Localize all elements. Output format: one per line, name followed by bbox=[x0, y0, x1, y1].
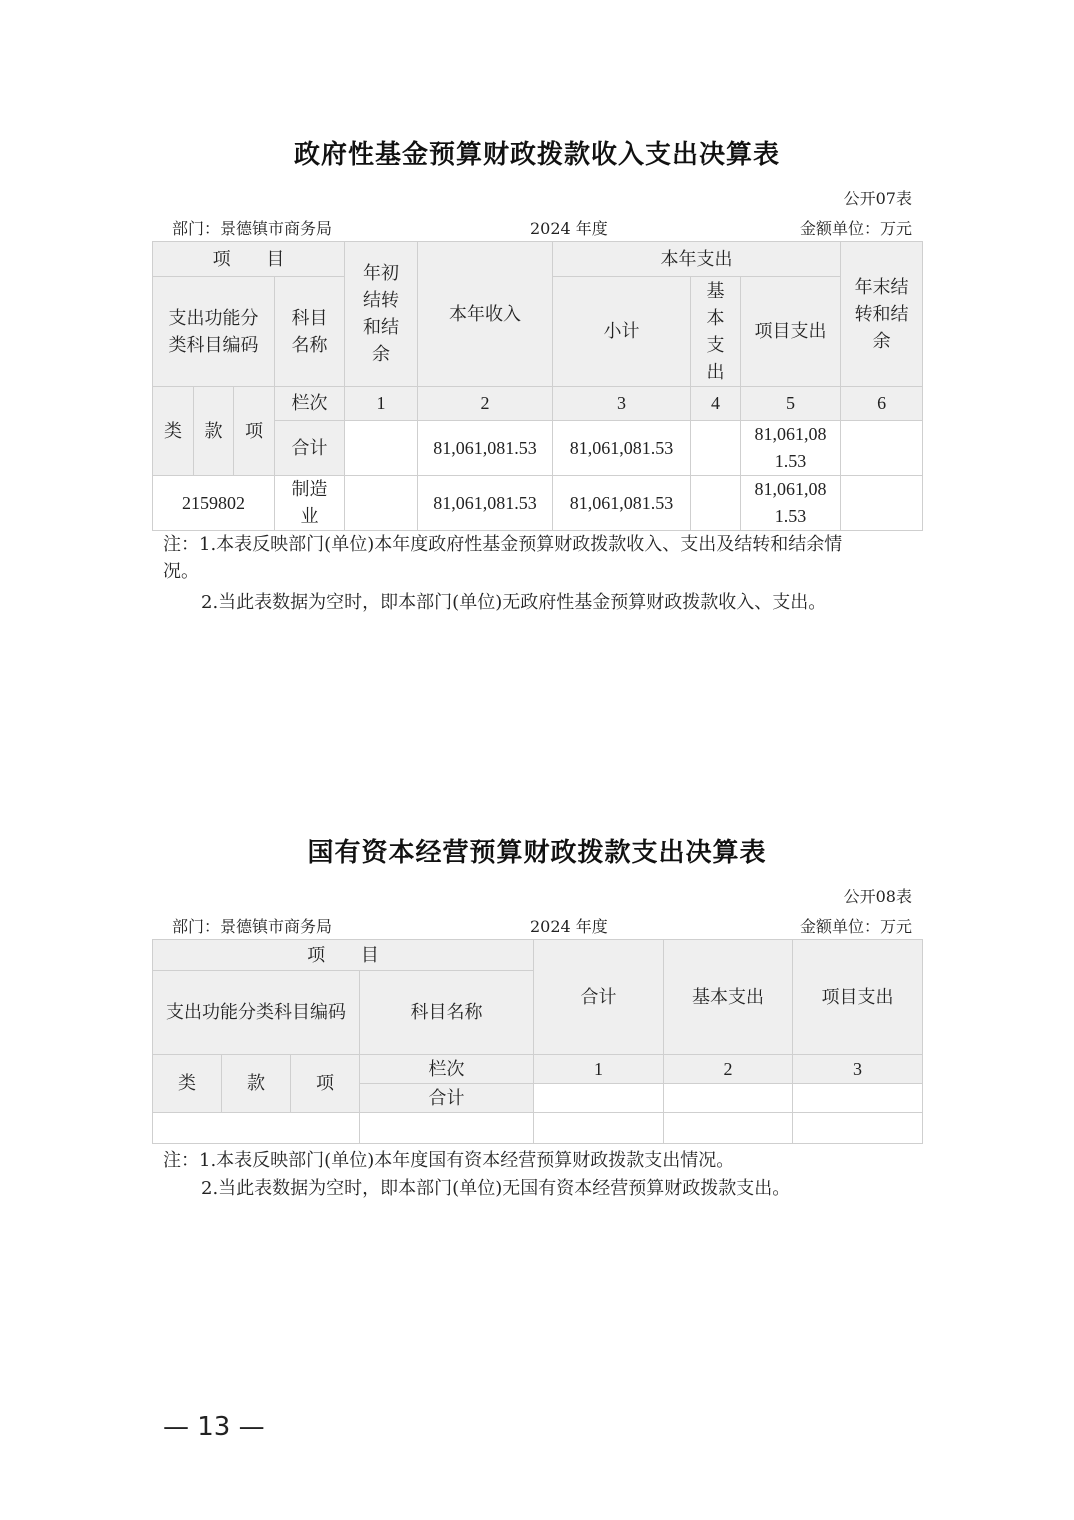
table2-meta bbox=[172, 914, 912, 936]
row-begin-balance bbox=[345, 476, 418, 531]
row-basic bbox=[664, 1113, 793, 1144]
column-number: 2 bbox=[418, 387, 553, 421]
table2-note-2: 2.当此表数据为空时，即本部门(单位)无国有资本经营预算财政拨款支出。 bbox=[201, 1178, 791, 1199]
row-code: 2159802 bbox=[153, 476, 275, 531]
year-label: 2024 年度 bbox=[530, 219, 608, 238]
row-subtotal: 81,061,081.53 bbox=[553, 476, 691, 531]
year-label: 2024 年度 bbox=[530, 917, 608, 936]
header-xiang: 项 bbox=[234, 387, 275, 476]
table1-title: 政府性基金预算财政拨款收入支出决算表 bbox=[293, 140, 780, 170]
table-row bbox=[153, 1113, 923, 1144]
total-label: 合计 bbox=[360, 1084, 534, 1113]
header-item: 项 目 bbox=[153, 242, 345, 277]
header-end-balance: 年末结转和结余 bbox=[841, 242, 923, 387]
header-lei: 类 bbox=[153, 1055, 222, 1113]
header-income: 本年收入 bbox=[418, 242, 553, 387]
note-line: 注：1.本表反映部门(单位)本年度政府性基金预算财政拨款收入、支出及结转和结余情 bbox=[163, 534, 843, 555]
header-subtotal: 小计 bbox=[553, 277, 691, 387]
row-basic bbox=[691, 476, 741, 531]
table2-code: 公开08表 bbox=[843, 887, 912, 906]
header-expense: 本年支出 bbox=[553, 242, 841, 277]
header-item: 项 目 bbox=[153, 940, 534, 971]
column-number: 5 bbox=[741, 387, 841, 421]
header-column-no: 栏次 bbox=[360, 1055, 534, 1084]
row-project: 81,061,081.53 bbox=[741, 476, 841, 531]
header-column-no: 栏次 bbox=[275, 387, 345, 421]
row-code bbox=[153, 1113, 360, 1144]
row-total bbox=[534, 1113, 664, 1144]
total-basic bbox=[664, 1084, 793, 1113]
table2-grid bbox=[152, 939, 923, 1144]
header-lei: 类 bbox=[153, 387, 194, 476]
column-number: 3 bbox=[793, 1055, 923, 1084]
column-number: 2 bbox=[664, 1055, 793, 1084]
header-begin-balance: 年初结转和结余 bbox=[345, 242, 418, 387]
department-label: 部门：景德镇市商务局 bbox=[172, 219, 333, 238]
header-basic: 基本支出 bbox=[664, 940, 793, 1055]
header-subject-name: 科目名称 bbox=[360, 971, 534, 1055]
total-basic bbox=[691, 421, 741, 476]
table1-code: 公开07表 bbox=[843, 189, 912, 208]
header-total: 合计 bbox=[534, 940, 664, 1055]
column-number: 4 bbox=[691, 387, 741, 421]
total-value bbox=[534, 1084, 664, 1113]
header-func-code: 支出功能分类科目编码 bbox=[153, 971, 360, 1055]
unit-label: 金额单位：万元 bbox=[799, 219, 912, 238]
row-name: 制造业 bbox=[275, 476, 345, 531]
table1-note-1 bbox=[163, 531, 923, 585]
unit-label: 金额单位：万元 bbox=[799, 917, 912, 936]
table2-title: 国有资本经营预算财政拨款支出决算表 bbox=[307, 838, 767, 868]
note-line: 况。 bbox=[163, 561, 199, 582]
table2-note-1: 注：1.本表反映部门(单位)本年度国有资本经营预算财政拨款支出情况。 bbox=[163, 1150, 735, 1171]
header-kuan: 款 bbox=[222, 1055, 291, 1113]
header-subject-name: 科目名称 bbox=[275, 277, 345, 387]
total-begin-balance bbox=[345, 421, 418, 476]
header-xiang: 项 bbox=[291, 1055, 360, 1113]
header-project: 项目支出 bbox=[741, 277, 841, 387]
header-basic: 基本支出 bbox=[691, 277, 741, 387]
column-number: 6 bbox=[841, 387, 923, 421]
table1-grid bbox=[152, 241, 923, 531]
total-end-balance bbox=[841, 421, 923, 476]
total-label: 合计 bbox=[275, 421, 345, 476]
header-func-code: 支出功能分类科目编码 bbox=[153, 277, 275, 387]
row-end-balance bbox=[841, 476, 923, 531]
row-name bbox=[360, 1113, 534, 1144]
total-project bbox=[793, 1084, 923, 1113]
table-row bbox=[153, 476, 923, 531]
total-income: 81,061,081.53 bbox=[418, 421, 553, 476]
page-number: — 13 — bbox=[163, 1412, 265, 1442]
column-number: 1 bbox=[345, 387, 418, 421]
row-project bbox=[793, 1113, 923, 1144]
table1-meta bbox=[172, 216, 912, 238]
table1-note-2: 2.当此表数据为空时，即本部门(单位)无政府性基金预算财政拨款收入、支出。 bbox=[201, 592, 827, 613]
row-income: 81,061,081.53 bbox=[418, 476, 553, 531]
header-kuan: 款 bbox=[194, 387, 234, 476]
header-project: 项目支出 bbox=[793, 940, 923, 1055]
column-number: 1 bbox=[534, 1055, 664, 1084]
total-project: 81,061,081.53 bbox=[741, 421, 841, 476]
total-subtotal: 81,061,081.53 bbox=[553, 421, 691, 476]
column-number: 3 bbox=[553, 387, 691, 421]
department-label: 部门：景德镇市商务局 bbox=[172, 917, 333, 936]
